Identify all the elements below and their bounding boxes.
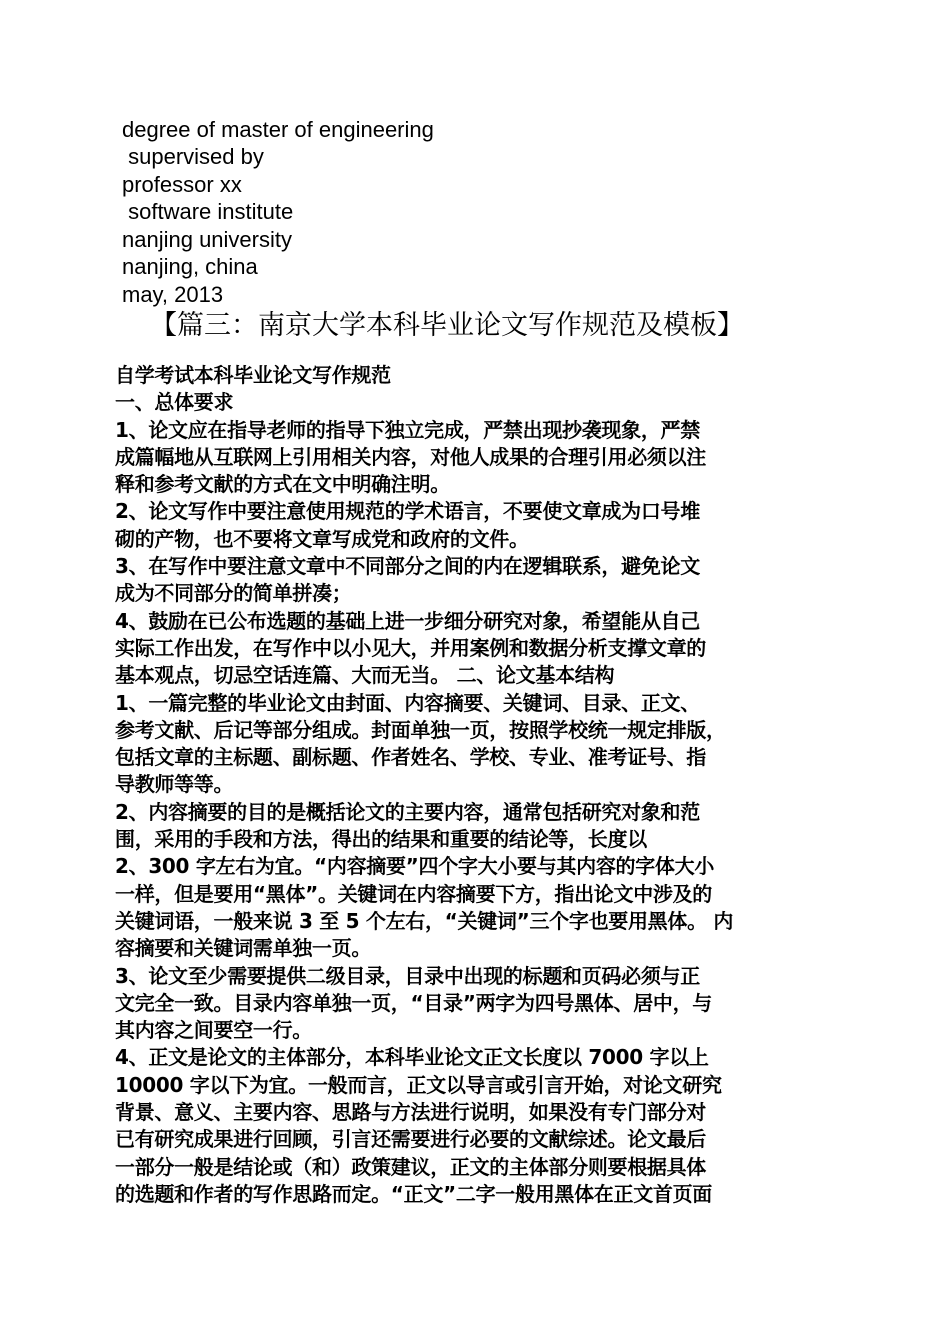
body-line: 自学考试本科毕业论文写作规范: [115, 363, 391, 387]
body-line: 4、鼓励在已公布选题的基础上进一步细分研究对象，希望能从自己: [115, 608, 700, 633]
body-line: 3、在写作中要注意文章中不同部分之间的内在逻辑联系，避免论文: [115, 554, 700, 579]
body-line: 一、总体要求: [115, 390, 234, 415]
body-line: 包括文章的主标题、副标题、作者姓名、学校、专业、准考证号、指: [115, 745, 706, 770]
english-line: nanjing university: [122, 227, 292, 252]
body-line: 一部分一般是结论或（和）政策建议，正文的主体部分则要根据具体: [115, 1154, 706, 1179]
english-line: supervised by: [122, 144, 264, 169]
body-line: 2、内容摘要的目的是概括论文的主要内容，通常包括研究对象和范: [115, 799, 700, 824]
english-line: may, 2013: [122, 282, 224, 307]
body-line: 其内容之间要空一行。: [115, 1018, 312, 1043]
body-line: 2、论文写作中要注意使用规范的学术语言，不要使文章成为口号堆: [115, 499, 700, 524]
body-line: 文完全一致。目录内容单独一页，“目录”两字为四号黑体、居中，与: [115, 990, 712, 1015]
body-line: 1、一篇完整的毕业论文由封面、内容摘要、关键词、目录、正文、: [115, 690, 700, 715]
body-line: 实际工作出发，在写作中以小见大，并用案例和数据分析支撑文章的: [115, 635, 706, 660]
body-line: 10000 字以下为宜。一般而言，正文以导言或引言开始，对论文研究: [115, 1072, 722, 1097]
body-line: 释和参考文献的方式在文中明确注明。: [115, 472, 450, 497]
body-line: 关键词语，一般来说 3 至 5 个左右，“关键词”三个字也要用黑体。 内: [115, 908, 734, 933]
body-line: 3、论文至少需要提供二级目录，目录中出现的标题和页码必须与正: [115, 963, 700, 988]
body-line: 导教师等等。: [115, 772, 234, 797]
body-text: [115, 362, 847, 1208]
english-line: software institute: [122, 199, 294, 224]
body-line: 成为不同部分的简单拼凑；: [115, 581, 352, 606]
body-line: 砌的产物，也不要将文章写成党和政府的文件。: [115, 526, 529, 551]
english-line: nanjing, china: [122, 254, 258, 279]
body-line: 基本观点，切忌空话连篇、大而无当。 二、论文基本结构: [115, 663, 615, 688]
body-line: 1、论文应在指导老师的指导下独立完成，严禁出现抄袭现象，严禁: [115, 417, 700, 442]
body-line: 背景、意义、主要内容、思路与方法进行说明，如果没有专门部分对: [115, 1100, 706, 1125]
body-line: 容摘要和关键词需单独一页。: [115, 936, 372, 961]
body-line: 成篇幅地从互联网上引用相关内容，对他人成果的合理引用必须以注: [115, 444, 706, 469]
section-heading: 【篇三：南京大学本科毕业论文写作规范及模板】: [150, 310, 744, 341]
english-line: degree of master of engineering: [122, 117, 434, 142]
body-line: 已有研究成果进行回顾，引言还需要进行必要的文献综述。论文最后: [115, 1127, 706, 1152]
english-line: professor xx: [122, 172, 242, 197]
body-line: 2、300 字左右为宜。“内容摘要”四个字大小要与其内容的字体大小: [115, 854, 715, 879]
body-line: 围，采用的手段和方法，得出的结果和重要的结论等，长度以: [115, 827, 647, 852]
body-line: 4、正文是论文的主体部分，本科毕业论文正文长度以 7000 字以上: [115, 1045, 709, 1070]
body-line: 一样，但是要用“黑体”。关键词在内容摘要下方，指出论文中涉及的: [115, 881, 712, 906]
body-line: 参考文献、后记等部分组成。封面单独一页，按照学校统一规定排版，: [115, 717, 726, 742]
body-line: 的选题和作者的写作思路而定。“正文”二字一般用黑体在正文首页面: [115, 1181, 712, 1206]
